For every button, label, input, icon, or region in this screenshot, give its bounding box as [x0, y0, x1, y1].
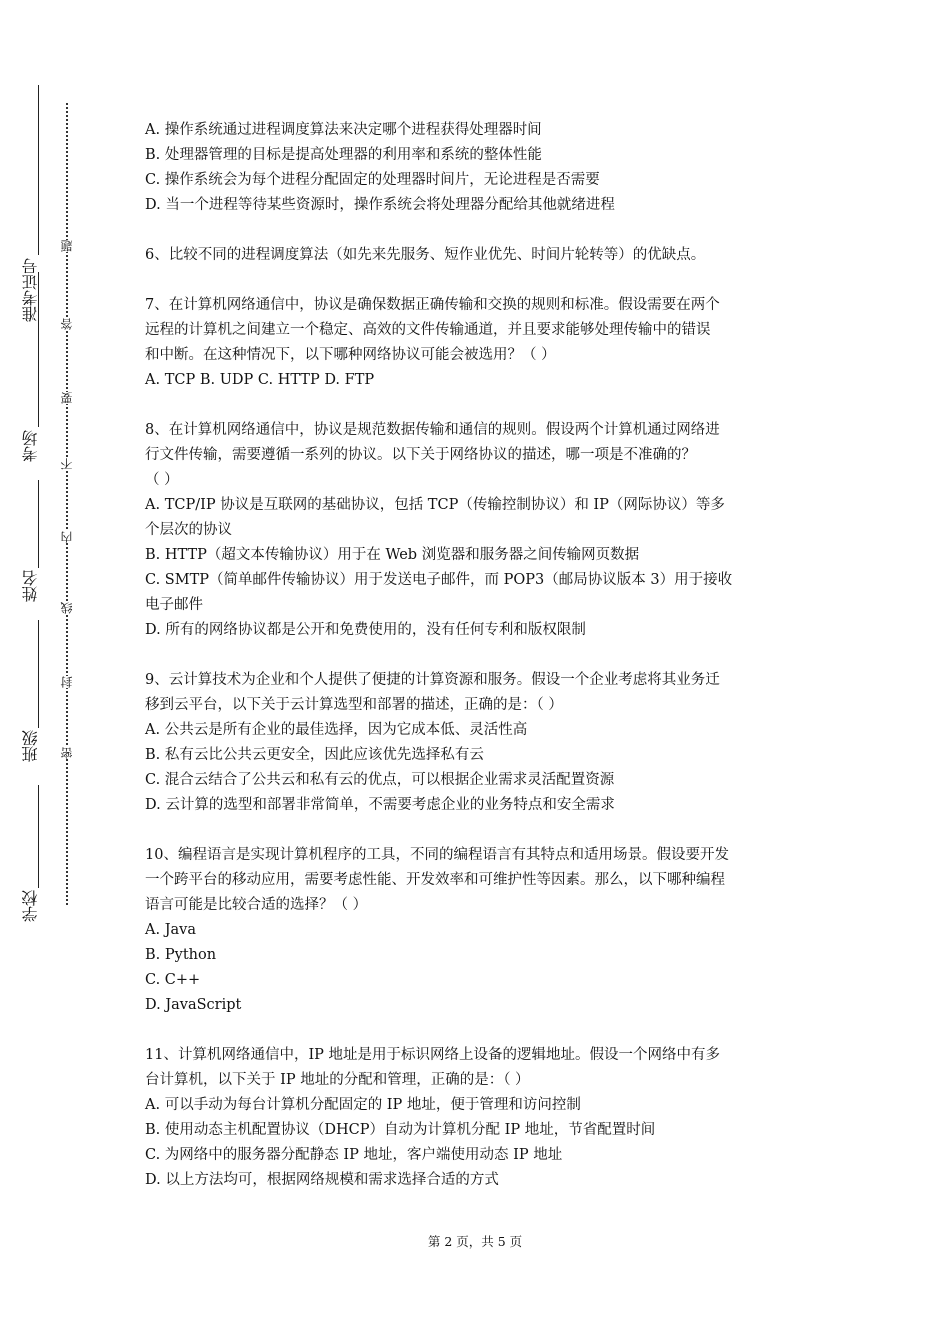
question-q9 [145, 668, 813, 818]
page-footer: 第 2 页，共 5 页 [427, 1234, 523, 1249]
answer-option: B. HTTP（超文本传输协议）用于在 Web 浏览器和服务器之间传输网页数据 [145, 547, 640, 563]
field-exam-number [0, 200, 60, 320]
answer-option: A. Java [145, 922, 196, 938]
answer-option: B. 处理器管理的目标是提高处理器的利用率和系统的整体性能 [145, 147, 542, 163]
seal-char: 线 [60, 602, 74, 614]
field-underline [38, 785, 39, 888]
answer-option: 个层次的协议 [145, 522, 232, 538]
question-q8 [145, 418, 813, 643]
answer-option: C. 混合云结合了公共云和私有云的优点，可以根据企业需求灵活配置资源 [145, 772, 615, 788]
seal-char: 题 [60, 240, 74, 252]
seal-dotted-line [66, 103, 68, 905]
field-exam-room [0, 400, 60, 520]
question-stem-line: 10、编程语言是实现计算机程序的工具，不同的编程语言有其特点和适用场景。假设要开发 [145, 847, 729, 863]
answer-option: B. 私有云比公共云更安全，因此应该优先选择私有云 [145, 747, 484, 763]
answer-option: B. Python [145, 947, 217, 963]
answer-option: B. 使用动态主机配置协议（DHCP）自动为计算机分配 IP 地址，节省配置时间 [145, 1122, 656, 1138]
field-name [0, 540, 60, 660]
field-label: 学校 [21, 890, 40, 922]
field-label: 班级 [21, 730, 40, 762]
seal-char: 密 [60, 747, 74, 759]
field-underline [38, 480, 39, 568]
field-label: 姓名 [21, 570, 40, 602]
answer-option: D. 以上方法均可，根据网络规模和需求选择合适的方式 [145, 1172, 499, 1188]
seal-char: 封 [60, 676, 74, 688]
field-underline [38, 85, 39, 255]
question-q7 [145, 293, 813, 393]
field-underline [38, 620, 39, 728]
question-q5-options [145, 118, 813, 218]
field-underline [38, 272, 39, 427]
answer-option: A. TCP/IP 协议是互联网的基础协议，包括 TCP（传输控制协议）和 IP（网际协议）等多 [145, 497, 725, 513]
question-stem-line: 远程的计算机之间建立一个稳定、高效的文件传输通道，并且要求能够处理传输中的错误 [145, 322, 711, 338]
field-class [0, 700, 60, 820]
question-stem-line: 8、在计算机网络通信中，协议是规范数据传输和通信的规则。假设两个计算机通过网络进 [145, 422, 720, 438]
answer-option: C. 操作系统会为每个进程分配固定的处理器时间片，无论进程是否需要 [145, 172, 600, 188]
question-stem-line: 7、在计算机网络通信中，协议是确保数据正确传输和交换的规则和标准。假设需要在两个 [145, 297, 720, 313]
question-q11 [145, 1043, 813, 1193]
question-stem-line: 9、云计算技术为企业和个人提供了便捷的计算资源和服务。假设一个企业考虑将其业务迁 [145, 672, 720, 688]
field-school [0, 860, 60, 980]
question-stem-line: 6、比较不同的进程调度算法（如先来先服务、短作业优先、时间片轮转等）的优缺点。 [145, 247, 706, 263]
question-stem-line: 11、计算机网络通信中，IP 地址是用于标识网络上设备的逻辑地址。假设一个网络中有多 [145, 1047, 721, 1063]
question-q10 [145, 843, 813, 1018]
answer-option: A. TCP B. UDP C. HTTP D. FTP [145, 372, 375, 388]
answer-option: C. C++ [145, 972, 201, 988]
seal-char: 答 [60, 318, 74, 330]
answer-option: D. 云计算的选型和部署非常简单，不需要考虑企业的业务特点和安全需求 [145, 797, 615, 813]
answer-option: A. 公共云是所有企业的最佳选择，因为它成本低、灵活性高 [145, 722, 528, 738]
question-stem-line: （ ） [145, 472, 179, 488]
question-stem-line: 移到云平台，以下关于云计算选型和部署的描述，正确的是：（ ） [145, 697, 563, 713]
answer-option: 电子邮件 [145, 597, 203, 613]
answer-option: C. SMTP（简单邮件传输协议）用于发送电子邮件，而 POP3（邮局协议版本 3）用于接收 [145, 572, 733, 588]
question-stem-line: 语言可能是比较合适的选择？（ ） [145, 897, 368, 913]
question-stem-line: 行文件传输，需要遵循一系列的协议。以下关于网络协议的描述，哪一项是不准确的？ [145, 447, 696, 463]
question-stem-line: 台计算机，以下关于 IP 地址的分配和管理，正确的是：（ ） [145, 1072, 530, 1088]
field-label: 考场 [21, 430, 40, 462]
answer-option: D. 当一个进程等待某些资源时，操作系统会将处理器分配给其他就绪进程 [145, 197, 615, 213]
seal-char: 不 [60, 458, 74, 470]
field-label: 准考证号 [21, 258, 40, 322]
seal-char: 内 [60, 531, 74, 543]
answer-option: C. 为网络中的服务器分配静态 IP 地址，客户端使用动态 IP 地址 [145, 1147, 563, 1163]
answer-option: D. 所有的网络协议都是公开和免费使用的，没有任何专利和版权限制 [145, 622, 586, 638]
answer-option: A. 操作系统通过进程调度算法来决定哪个进程获得处理器时间 [145, 122, 542, 138]
question-list [145, 118, 813, 1218]
question-stem-line: 一个跨平台的移动应用，需要考虑性能、开发效率和可维护性等因素。那么，以下哪种编程 [145, 872, 725, 888]
answer-option: A. 可以手动为每台计算机分配固定的 IP 地址，便于管理和访问控制 [145, 1097, 581, 1113]
seal-char: 要 [60, 392, 74, 404]
question-q6 [145, 243, 813, 268]
answer-option: D. JavaScript [145, 997, 242, 1013]
question-stem-line: 和中断。在这种情况下，以下哪种网络协议可能会被选用？（ ） [145, 347, 556, 363]
